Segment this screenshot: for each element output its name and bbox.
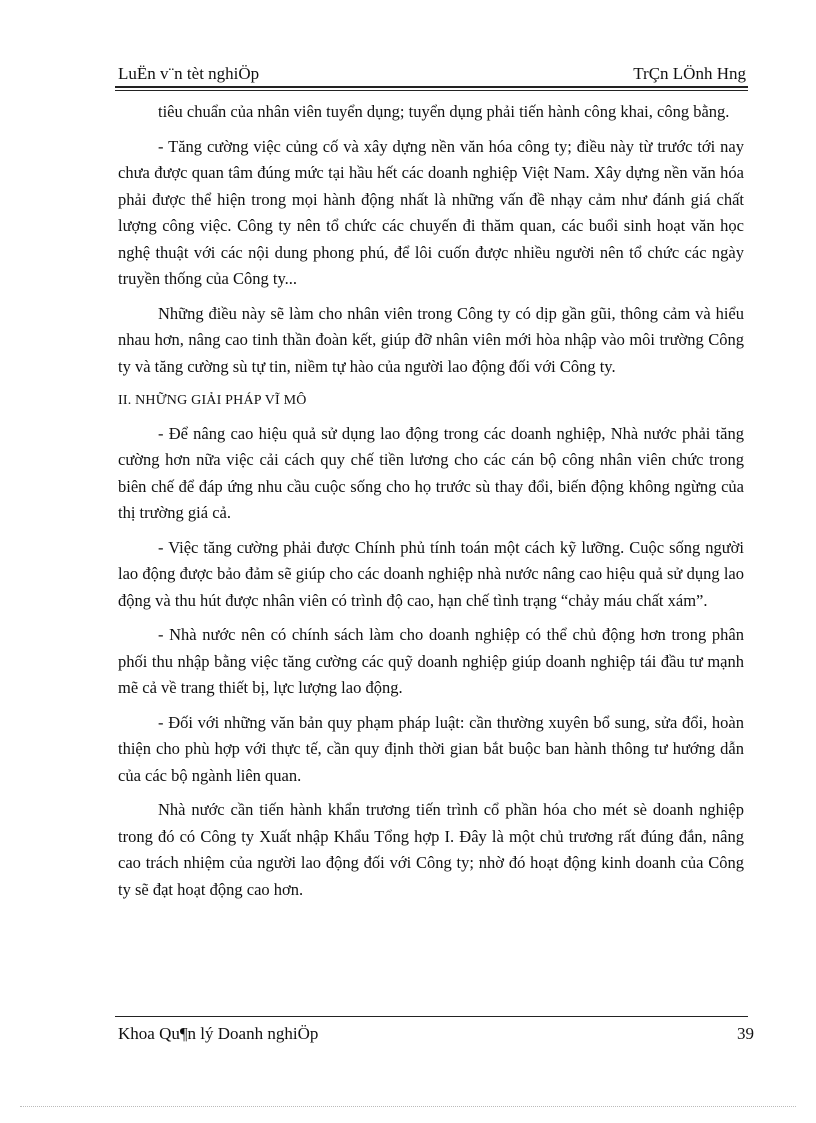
paragraph-solidarity: Những điều này sẽ làm cho nhân viên trong Công ty có dịp gần gũi, thông cảm và hiểu nhau hơn, nâng cao tinh thần đoàn kết, giúp đỡ nhân viên mới hòa nhập vào môi trường Công ty và tăng cường sù tự tin, niềm tự hào của người lao động đối với Công ty. — [118, 303, 744, 376]
paragraph-legal-documents: - Đối với những văn bản quy phạm pháp luật: cần thường xuyên bổ sung, sửa đổi, hoàn thiện cho phù hợp với thực tế, cần quy định thời gian bắt buộc ban hành thông tư hướng dẫn của các bộ ngành liên quan. — [118, 712, 744, 785]
paragraph-salary-reform: - Để nâng cao hiệu quả sử dụng lao động trong các doanh nghiệp, Nhà nước phải tăng cường hơn nữa việc cải cách quy chế tiền lương cho các cán bộ công nhân viên chức trong biên chế để đáp ứng nhu cầu cuộc sống cho họ trước sù thay đổi, biến động không ngừng của thị trường giá cả. — [118, 423, 744, 522]
header-author-name: TrÇn LÖnh Hng — [633, 64, 746, 83]
page-number: 39 — [737, 1024, 754, 1043]
paragraph-recruitment: tiêu chuẩn của nhân viên tuyển dụng; tuyển dụng phải tiến hành công khai, công bằng. — [158, 102, 730, 121]
page-footer — [118, 1024, 754, 1044]
section-heading-macro-solutions: II. NHỮNG GIẢI PHÁP VĨ MÔ — [118, 393, 307, 408]
page-body — [118, 99, 744, 911]
header-thesis-title: LuËn v¨n tèt nghiÖp — [118, 64, 260, 83]
footer-faculty-name: Khoa Qu¶n lý Doanh nghiÖp — [118, 1024, 319, 1043]
footer-divider — [115, 1016, 748, 1017]
paragraph-company-culture: - Tăng cường việc củng cố và xây dựng nền văn hóa công ty; điều này từ trước tới nay chưa được quan tâm đúng mức tại hầu hết các doanh nghiệp Việt Nam. Xây dựng nền văn hóa phải được thể hiện trong mọi hành động nhất là những vấn đề nhạy cảm như đánh giá chất lượng công việc. Công ty nên tổ chức các chuyến đi thăm quan, các buổi sinh hoạt văn học nghệ thuật với các nội dung phong phú, để lôi cuốn được nhiều người nên tổ chức các ngày truyền thống của Công ty... — [118, 136, 744, 288]
header-divider — [115, 86, 748, 91]
page-header — [118, 56, 746, 84]
page-bottom-border — [20, 1106, 796, 1107]
paragraph-equitization: Nhà nước cần tiến hành khẩn trương tiến trình cổ phần hóa cho mét sè doanh nghiệp trong đó có Công ty Xuất nhập Khẩu Tổng hợp I. Đây là một chủ trương rất đúng đắn, nâng cao trách nhiệm của người lao động đối với Công ty; nhờ đó hoạt động kinh doanh của Công ty sẽ đạt hoạt động cao hơn. — [118, 800, 744, 899]
paragraph-government-calculation: - Việc tăng cường phải được Chính phủ tính toán một cách kỹ lưỡng. Cuộc sống người lao động được bảo đảm sẽ giúp cho các doanh nghiệp nhà nước nâng cao hiệu quả sử dụng lao động và thu hút được nhân viên có trình độ cao, hạn chế tình trạng “chảy máu chất xám”. — [118, 537, 744, 610]
paragraph-income-policy: - Nhà nước nên có chính sách làm cho doanh nghiệp có thể chủ động hơn trong phân phối thu nhập bằng việc tăng cường các quỹ doanh nghiệp giúp doanh nghiệp tái đầu tư mạnh mẽ cả về trang thiết bị, lực lượng lao động. — [118, 625, 744, 697]
